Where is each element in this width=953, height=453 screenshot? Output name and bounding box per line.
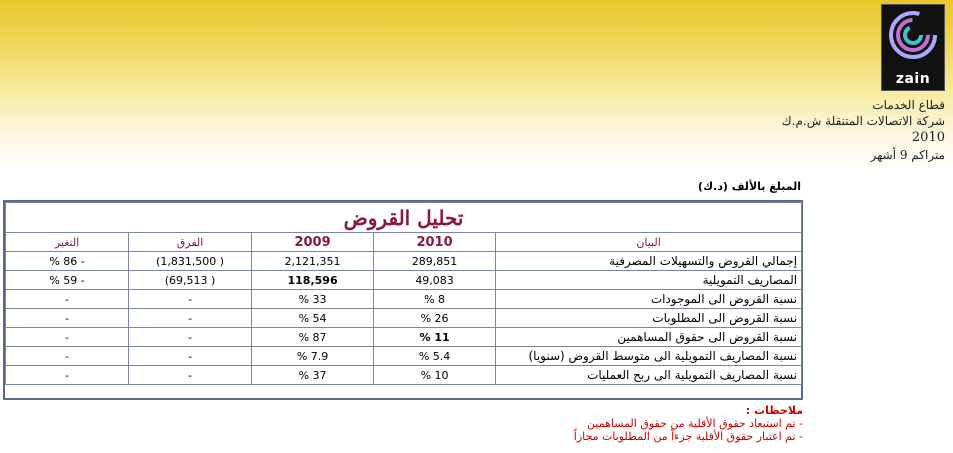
row-difference: - <box>129 328 252 347</box>
row-2009: 2,121,351 <box>252 252 374 271</box>
row-description: إجمالي القروض والتسهيلات المصرفية <box>496 252 802 271</box>
row-difference: - <box>129 366 252 385</box>
report-header <box>782 97 945 163</box>
zain-swirl-icon <box>882 5 944 67</box>
header-difference: الفرق <box>129 233 252 252</box>
table-title: تحليل القروض <box>6 203 802 233</box>
period-label: متراكم 9 أشهر <box>870 148 945 162</box>
table-row <box>6 366 802 385</box>
header-description: البيان <box>496 233 802 252</box>
row-2010: 49,083 <box>374 271 496 290</box>
row-2009: 118,596 <box>252 271 374 290</box>
header-2009: 2009 <box>252 233 374 252</box>
row-description: نسبة القروض الى المطلوبات <box>496 309 802 328</box>
report-year: 2010 <box>911 130 945 145</box>
row-2009: % 54 <box>252 309 374 328</box>
notes-section <box>574 404 803 443</box>
row-2009: % 87 <box>252 328 374 347</box>
row-change: - <box>6 366 129 385</box>
row-difference: (1,831,500 ) <box>129 252 252 271</box>
row-2010: 289,851 <box>374 252 496 271</box>
row-difference: - <box>129 347 252 366</box>
logo-wordmark: zain <box>895 71 931 87</box>
loan-analysis-table-container <box>3 200 803 400</box>
row-difference: - <box>129 290 252 309</box>
row-description: المصاريف التمويلية <box>496 271 802 290</box>
row-2010: % 5.4 <box>374 347 496 366</box>
row-change: - <box>6 290 129 309</box>
row-2010: % 26 <box>374 309 496 328</box>
row-difference: (69,513 ) <box>129 271 252 290</box>
company-name: شركة الاتصالات المتنقلة ش.م.ك <box>781 114 945 128</box>
row-2009: % 7.9 <box>252 347 374 366</box>
row-2009: % 37 <box>252 366 374 385</box>
row-description: نسبة القروض الى حقوق المساهمين <box>496 328 802 347</box>
table-row <box>6 271 802 290</box>
sector-label: قطاع الخدمات <box>872 98 945 112</box>
row-description: نسبة المصاريف التمويلية الى ربح العمليات <box>496 366 802 385</box>
row-description: نسبة المصاريف التمويلية الى متوسط القروض (سنويا) <box>496 347 802 366</box>
loan-analysis-table <box>5 202 802 385</box>
table-row <box>6 252 802 271</box>
header-change: التغير <box>6 233 129 252</box>
zain-logo <box>881 4 945 91</box>
header-2010: 2010 <box>374 233 496 252</box>
row-change: - <box>6 309 129 328</box>
table-row <box>6 347 802 366</box>
row-description: نسبة القروض الى الموجودات <box>496 290 802 309</box>
amount-unit-note: المبلغ بالألف (د.ك) <box>697 180 801 193</box>
table-header-row <box>6 233 802 252</box>
table-row <box>6 328 802 347</box>
note-item: - تم استبعاد حقوق الأقلية من حقوق المساهمين <box>587 417 803 430</box>
row-2009: % 33 <box>252 290 374 309</box>
row-2010: % 8 <box>374 290 496 309</box>
row-change: % 59 - <box>6 271 129 290</box>
row-2010: % 11 <box>374 328 496 347</box>
table-row <box>6 309 802 328</box>
row-change: - <box>6 328 129 347</box>
table-row <box>6 290 802 309</box>
notes-title: ملاحظات : <box>745 404 803 417</box>
row-change: - <box>6 347 129 366</box>
row-difference: - <box>129 309 252 328</box>
row-change: % 86 - <box>6 252 129 271</box>
row-2010: % 10 <box>374 366 496 385</box>
note-item: - تم اعتبار حقوق الأقلية جزءاً من المطلوبات مجازاً <box>573 430 803 443</box>
